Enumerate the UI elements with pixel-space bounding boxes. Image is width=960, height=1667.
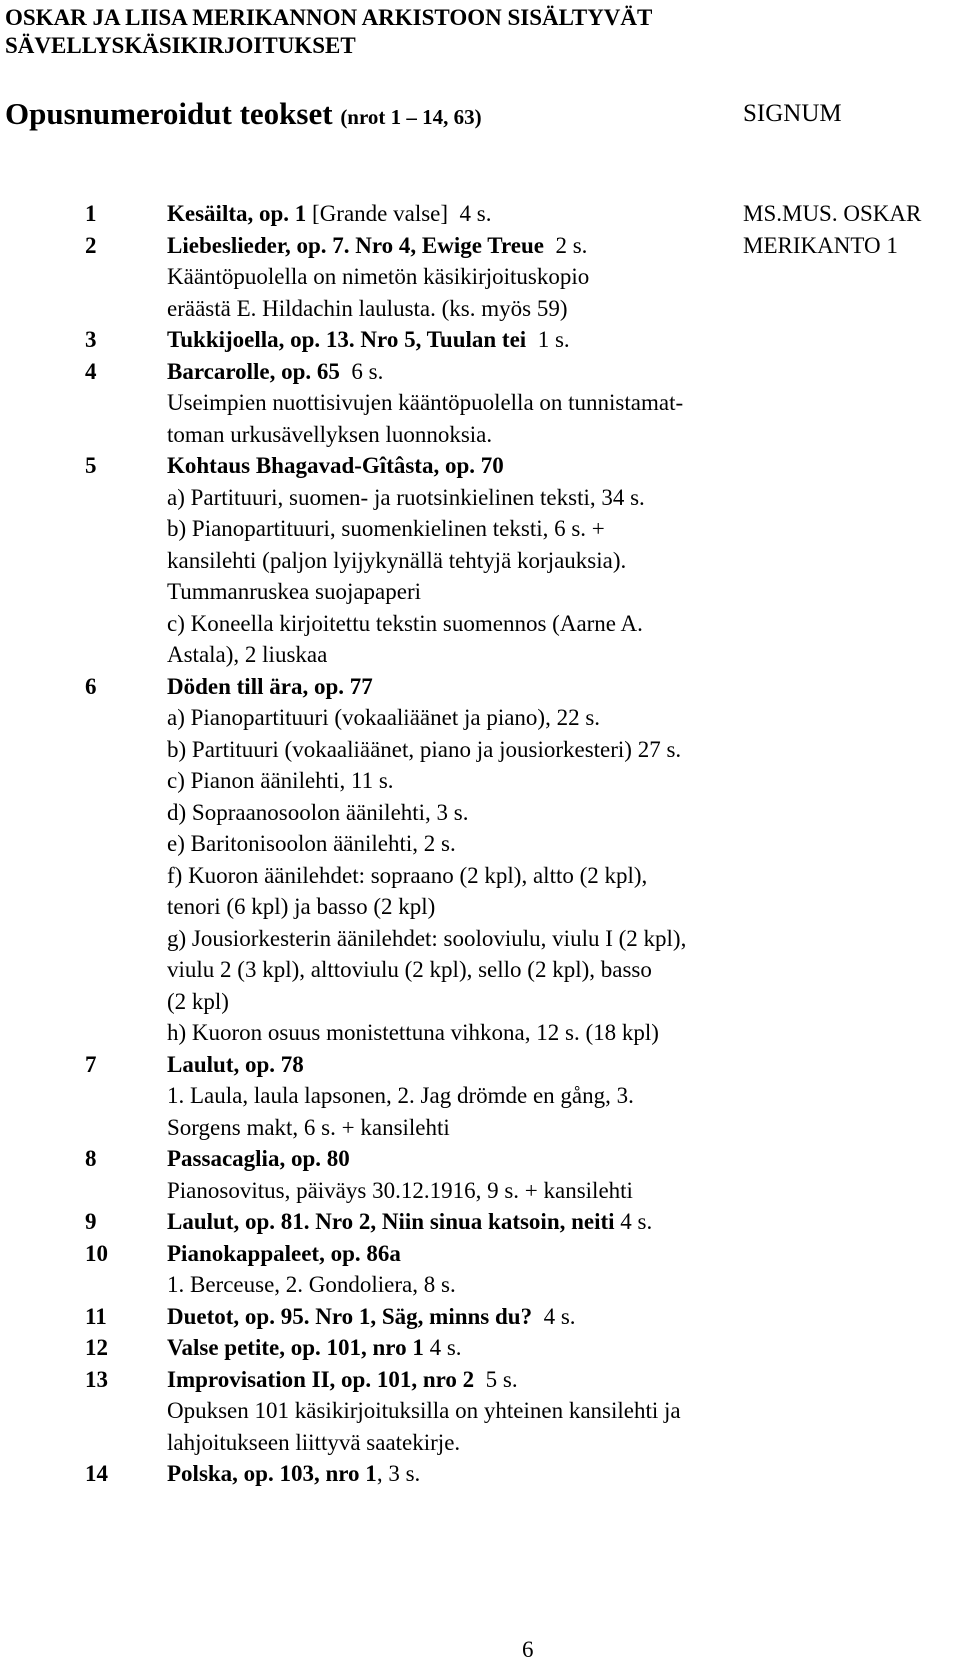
entry-title: Laulut, op. 78: [167, 1051, 304, 1077]
entry-description-line: [0, 1017, 960, 1049]
section-title-text: Opusnumeroidut teokset: [5, 96, 333, 131]
entry-pages: 4 s.: [532, 1303, 576, 1329]
entry-description-line: [0, 797, 960, 829]
list-item: [0, 1364, 960, 1459]
entry-description-text: viulu 2 (3 kpl), alttoviulu (2 kpl), sello (2 kpl), basso: [167, 957, 652, 982]
entry-description-line: [0, 545, 960, 577]
entry-description-line: [0, 261, 960, 293]
entry-description-line: [0, 1112, 960, 1144]
entry-number: 11: [85, 1303, 107, 1329]
list-item: [0, 450, 960, 671]
entry-description-text: c) Pianon äänilehti, 11 s.: [167, 768, 394, 793]
entry-heading-text: [167, 1458, 420, 1490]
list-item: [0, 1332, 960, 1364]
entry-description-line: [0, 1395, 960, 1427]
entry-pages: , 3 s.: [376, 1461, 421, 1486]
entry-description-line: [0, 954, 960, 986]
entry-description-text: Sorgens makt, 6 s. + kansilehti: [167, 1114, 450, 1140]
entry-heading: [0, 450, 960, 482]
entry-heading-text: [167, 198, 492, 230]
entry-description-text: 1. Laula, laula lapsonen, 2. Jag drömde en gång, 3.: [167, 1083, 634, 1108]
entry-title: Polska, op. 103, nro 1: [167, 1461, 377, 1486]
entry-heading: [0, 1458, 960, 1490]
entry-description-line: [0, 734, 960, 766]
entry-title: Kohtaus Bhagavad-Gîtâsta, op. 70: [167, 453, 504, 478]
entry-number: 1: [85, 201, 97, 226]
entry-title: Valse petite, op. 101, nro 1: [167, 1335, 424, 1360]
list-item: [0, 198, 960, 230]
entry-heading: [0, 324, 960, 356]
entry-description-text: b) Pianopartituuri, suomenkielinen teksti, 6 s. +: [167, 516, 605, 541]
entry-description-text: toman urkusävellyksen luonnoksia.: [167, 421, 493, 447]
page-number: 6: [522, 1637, 534, 1662]
entry-description-text: eräästä E. Hildachin laulusta. (ks. myös 59): [167, 295, 568, 321]
list-item: [0, 671, 960, 1049]
entry-heading-text: [167, 324, 570, 356]
entry-title: Tukkijoella, op. 13. Nro 5, Tuulan tei: [167, 327, 527, 352]
entry-description-line: [0, 860, 960, 892]
entry-number: 9: [85, 1209, 97, 1234]
entry-description-text: Opuksen 101 käsikirjoituksilla on yhteinen kansilehti ja: [167, 1398, 681, 1423]
entry-heading: [0, 356, 960, 388]
entry-title: Barcarolle, op. 65: [167, 358, 340, 384]
entry-description-line: [0, 1080, 960, 1112]
entry-description-text: b) Partituuri (vokaaliäänet, piano ja jousiorkesteri) 27 s.: [167, 736, 682, 762]
entry-description-text: Astala), 2 liuskaa: [167, 642, 328, 667]
entry-number: 10: [85, 1240, 108, 1266]
entry-number: 13: [85, 1366, 108, 1392]
entry-title: Kesäilta, op. 1: [167, 201, 307, 226]
entry-heading: [0, 1143, 960, 1175]
entry-pages: 4 s.: [614, 1209, 653, 1234]
entry-description-line: [0, 1427, 960, 1459]
entry-heading: [0, 671, 960, 703]
entry-description-line: [0, 293, 960, 325]
entry-pages: [Grande valse] 4 s.: [306, 201, 492, 226]
entry-number: 7: [85, 1051, 97, 1077]
entry-description-text: a) Pianopartituuri (vokaaliäänet ja piano), 22 s.: [167, 705, 601, 730]
entry-heading-text: [167, 671, 373, 703]
entry-heading-text: [167, 1301, 576, 1333]
section-title: [5, 96, 482, 132]
entry-description-text: tenori (6 kpl) ja basso (2 kpl): [167, 894, 436, 919]
entry-description-text: kansilehti (paljon lyijykynällä tehtyjä korjauksia).: [167, 547, 627, 573]
entry-heading: [0, 1332, 960, 1364]
entry-pages: 4 s.: [423, 1335, 462, 1360]
entry-description-line: [0, 576, 960, 608]
entry-description-line: [0, 702, 960, 734]
entry-description-line: [0, 639, 960, 671]
entry-description-text: Tummanruskea suojapaperi: [167, 579, 422, 604]
entry-description-line: [0, 513, 960, 545]
entry-description-text: c) Koneella kirjoitettu tekstin suomennos (Aarne A.: [167, 610, 643, 636]
entry-pages: 2 s.: [543, 232, 588, 258]
section-range: (nrot 1 – 14, 63): [340, 105, 482, 129]
entry-number: 2: [85, 232, 97, 258]
entry-description-text: d) Sopraanosoolon äänilehti, 3 s.: [167, 799, 469, 825]
entry-title: Laulut, op. 81. Nro 2, Niin sinua katsoin, neiti: [167, 1209, 615, 1234]
entry-description-line: [0, 765, 960, 797]
entry-title: Passacaglia, op. 80: [167, 1146, 350, 1171]
entry-heading-text: [167, 1143, 350, 1175]
entry-heading: [0, 1238, 960, 1270]
entry-description-line: [0, 482, 960, 514]
list-item: [0, 324, 960, 356]
entry-title: Döden till ära, op. 77: [167, 673, 373, 699]
entry-heading-text: [167, 450, 504, 482]
entry-description-text: e) Baritonisoolon äänilehti, 2 s.: [167, 831, 456, 856]
entry-number: 3: [85, 327, 97, 352]
entry-description-line: [0, 387, 960, 419]
entry-title: Pianokappaleet, op. 86a: [167, 1240, 401, 1266]
header-line-1: OSKAR JA LIISA MERIKANNON ARKISTOON SISÄLTYVÄT: [5, 5, 653, 30]
entry-pages: 5 s.: [474, 1366, 518, 1392]
signum-value-line-1: MS.MUS. OSKAR: [743, 201, 922, 226]
entry-list: [0, 198, 960, 1490]
entry-heading: [0, 1206, 960, 1238]
entry-heading-text: [167, 1206, 652, 1238]
entry-description-line: [0, 419, 960, 451]
entry-number: 4: [85, 358, 97, 384]
entry-heading: [0, 1301, 960, 1333]
entry-description-text: h) Kuoron osuus monistettuna vihkona, 12 s. (18 kpl): [167, 1020, 659, 1045]
entry-number: 5: [85, 453, 97, 478]
entry-description-line: [0, 608, 960, 640]
entry-pages: 6 s.: [339, 358, 384, 384]
entry-description-text: Useimpien nuottisivujen kääntöpuolella on tunnistamat-: [167, 390, 684, 415]
entry-description-text: Kääntöpuolella on nimetön käsikirjoituskopio: [167, 264, 590, 289]
entry-description-line: [0, 986, 960, 1018]
entry-heading-text: [167, 356, 383, 388]
entry-number: 8: [85, 1146, 97, 1171]
entry-description-text: Pianosovitus, päiväys 30.12.1916, 9 s. + kansilehti: [167, 1177, 633, 1203]
entry-heading-text: [167, 1238, 401, 1270]
entry-title: Liebeslieder, op. 7. Nro 4, Ewige Treue: [167, 232, 544, 258]
entry-heading: [0, 1364, 960, 1396]
entry-description-text: f) Kuoron äänilehdet: sopraano (2 kpl), altto (2 kpl),: [167, 862, 648, 888]
signum-value-line-2: MERIKANTO 1: [743, 232, 898, 258]
entry-description-line: [0, 923, 960, 955]
entry-heading: [0, 1049, 960, 1081]
entry-heading: [0, 230, 960, 262]
entry-title: Improvisation II, op. 101, nro 2: [167, 1366, 475, 1392]
signum-label: SIGNUM: [743, 100, 842, 127]
entry-description-text: lahjoitukseen liittyvä saatekirje.: [167, 1429, 461, 1455]
entry-number: 12: [85, 1335, 108, 1360]
document-header: [5, 4, 652, 60]
entry-description-text: 1. Berceuse, 2. Gondoliera, 8 s.: [167, 1272, 456, 1297]
list-item: [0, 356, 960, 451]
header-line-2: SÄVELLYSKÄSIKIRJOITUKSET: [5, 33, 356, 58]
entry-heading: [0, 198, 960, 230]
entry-heading-text: [167, 1332, 462, 1364]
entry-description-line: [0, 828, 960, 860]
list-item: [0, 1049, 960, 1144]
entry-heading-text: [167, 1364, 518, 1396]
list-item: [0, 1238, 960, 1301]
entry-description-text: a) Partituuri, suomen- ja ruotsinkielinen teksti, 34 s.: [167, 484, 645, 510]
entry-description-line: [0, 891, 960, 923]
list-item: [0, 1206, 960, 1238]
list-item: [0, 1143, 960, 1206]
entry-number: 6: [85, 673, 97, 699]
entry-number: 14: [85, 1461, 108, 1486]
entry-pages: 1 s.: [526, 327, 570, 352]
entry-heading-text: [167, 230, 587, 262]
entry-description-line: [0, 1269, 960, 1301]
entry-description-text: g) Jousiorkesterin äänilehdet: sooloviulu, viulu I (2 kpl),: [167, 925, 687, 951]
list-item: [0, 1301, 960, 1333]
entry-heading-text: [167, 1049, 304, 1081]
entry-description-text: (2 kpl): [167, 988, 229, 1014]
list-item: [0, 1458, 960, 1490]
entry-title: Duetot, op. 95. Nro 1, Säg, minns du?: [167, 1303, 533, 1329]
entry-description-line: [0, 1175, 960, 1207]
list-item: [0, 230, 960, 325]
